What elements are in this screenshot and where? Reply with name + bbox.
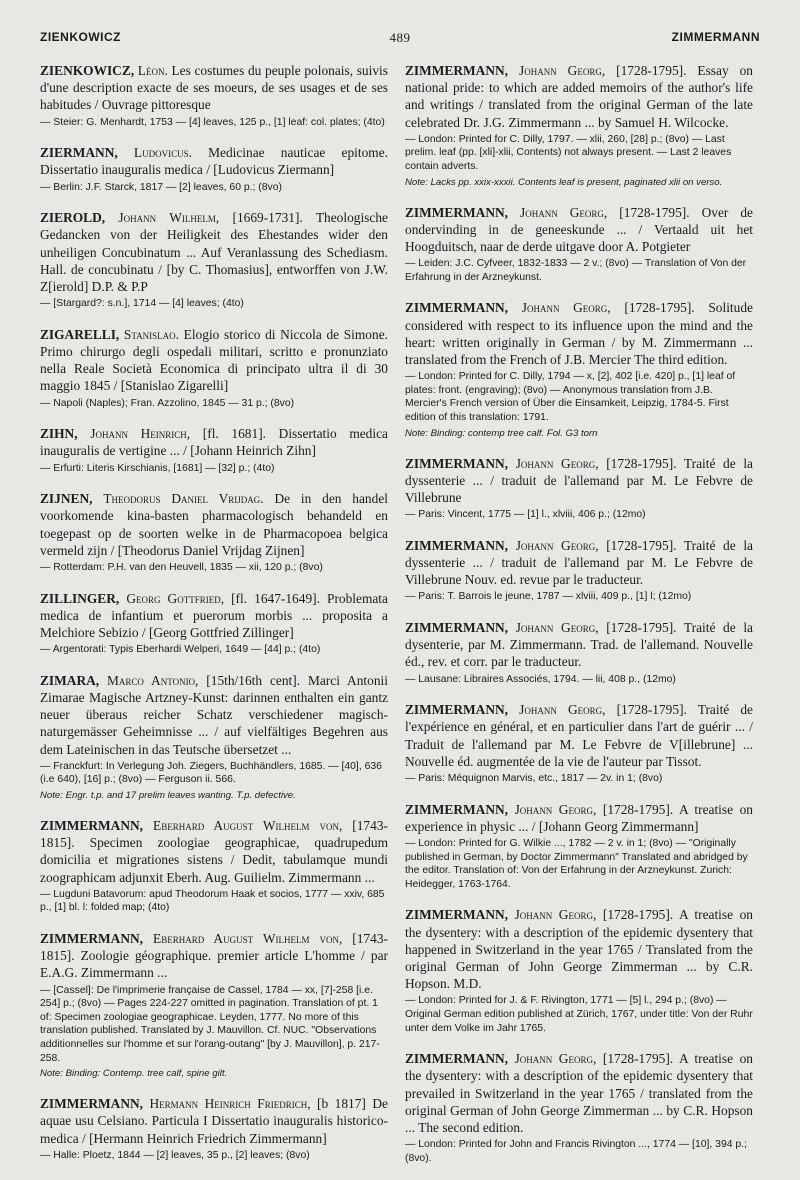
entry-surname: ZIMMERMANN,: [405, 702, 509, 718]
entry-title: [1728-1795]. Essay on national pride: to which are added memoirs of the author's life and writings / translated from the original German of the late celebrated Dr. J.G. Zimmermann ... by Samuel H. Wilcocke.: [405, 63, 753, 130]
entry-note: Note: Binding: contemp tree calf. Fol. G3 torn: [405, 427, 598, 439]
entry-surname: ZIMMERMANN,: [405, 204, 509, 220]
entry-title: Les costumes du peuple polonais, suivis d'une description exacte de ses moeurs, de ses usages et de ses habitudes / Ouvrage pittoresque: [40, 63, 388, 113]
entry-given-name: Johann Wilhelm,: [118, 210, 220, 226]
entry-surname: ZIMMERMANN,: [405, 1051, 509, 1067]
entry-surname: ZIMMERMANN,: [405, 455, 509, 471]
entry-imprint: — Halle: Ploetz, 1844 — [2] leaves, 35 p., [2] leaves; (8vo): [40, 1149, 310, 1161]
page-number: 489: [389, 30, 411, 45]
catalog-entry: [405, 537, 753, 604]
entry-surname: ZIERMANN,: [40, 145, 118, 161]
entry-imprint: — Lausane: Libraires Associés, 1794. — lii, 408 p., (12mo): [405, 673, 676, 685]
entry-title: [1728-1795]. A treatise on the dysentery: with a description of the epidemic dysentery that prevailed in Switzerland in the year 1765 / translated from the original German of John George Zimmerman ... by C.R. Hopson ... The second edition.: [405, 1051, 753, 1135]
entry-note: Note: Engr. t.p. and 17 prelim leaves wanting. T.p. defective.: [40, 790, 296, 802]
entry-heading: [405, 299, 753, 368]
catalog-entry: [40, 672, 388, 802]
catalog-entry: [405, 701, 753, 785]
entry-heading: [405, 537, 753, 589]
entry-imprint: — Paris: Vincent, 1775 — [1] l., xlviii, 406 p.; (12mo): [405, 509, 646, 521]
entry-imprint: — Paris: Méquignon Marvis, etc., 1817 — 2v. in 1; (8vo): [405, 773, 663, 784]
entry-given-name: Johann Georg,: [515, 455, 599, 471]
entry-given-name: Ludovicus.: [133, 145, 192, 161]
entry-heading: [405, 701, 753, 770]
entry-title: Elogio storico di Niccola de Simone. Primo chirurgo degli ospedali militari, scritto e pronunziato nella Reale Società Economica di principato ultra il di 30 maggio 1845 / [Stanislao Zigarelli]: [40, 326, 388, 394]
entry-surname: ZIMMERMANN,: [405, 619, 509, 635]
entry-surname: ZIMARA,: [40, 672, 100, 688]
entry-surname: ZIMMERMANN,: [40, 818, 144, 834]
entry-heading: [405, 906, 753, 992]
entry-title: [1728-1795]. Over de ondervinding in de geneeskunde ... / Vertaald uit het Hoogduitsch, naar de derde uitgave door A. Potgieter: [405, 204, 753, 254]
entry-surname: ZIHN,: [40, 426, 78, 442]
entry-imprint: — London: Printed for C. Dilly, 1794 — x, [2], 402 [i.e. 420] p., [1] leaf of plates: front. (engraving); (8vo) — Anonymous translation from J.B. Mercier's French version of Über die Einsamkeit, Leipzig, 1784-5. First edition of this translation: 1791.: [405, 371, 736, 423]
entry-given-name: Theodorus Daniel Vrijdag.: [103, 491, 264, 507]
entry-imprint: — [Cassel]: De l'imprimerie française de Cassel, 1784 — xx, [7]-258 [i.e. 254] p.; (8vo) — Pages 224-227 omitted in pagination. Translation of pt. 1 of: Specimen zoologiae geographicae. Leyden, 1777. No more of this translation published. Translated by J. Mauvillon. Cf. NUC. "Observations additionnelles sur l'homme et sur l'orang-outang" [by J. Mauvillon], p. 217-258.: [40, 984, 380, 1064]
catalog-entry: [405, 455, 753, 522]
entry-title: [1728-1795]. A treatise on experience in physic ... / [Johann Georg Zimmermann]: [405, 801, 753, 834]
entry-given-name: Johann Georg,: [520, 204, 608, 220]
entry-surname: ZILLINGER,: [40, 590, 120, 606]
entry-note: Note: Binding: Contemp. tree calf, spine gilt.: [40, 1068, 228, 1080]
entry-title: De in den handel voorkomende kina-basten pharmacologisch behandeld en toegepast op de soorten welke in de Pharmacopoea belgica vermeld zijn / [Theodorus Daniel Vrijdag Zijnen]: [40, 491, 388, 558]
catalog-entry: [40, 1095, 388, 1162]
entry-imprint: — Paris: T. Barrois le jeune, 1787 — xlviii, 409 p., [1] l; (12mo): [405, 591, 692, 603]
entry-title: [b 1817] De aquae usu Celsiano. Particula I Dissertatio inauguralis historico-medica / [Hermann Heinrich Friedrich Zimmermann]: [40, 1096, 388, 1146]
left-column: [40, 62, 388, 1177]
entry-heading: [405, 62, 753, 131]
entry-heading: [405, 801, 753, 835]
entry-surname: ZIENKOWICZ,: [40, 63, 135, 78]
catalog-entry: [405, 62, 753, 189]
catalog-entry: [40, 490, 388, 574]
entry-given-name: Georg Gottfried,: [126, 590, 225, 606]
entry-given-name: Johann Georg,: [519, 702, 606, 718]
entry-title: Medicinae nauticae epitome. Dissertatio inauguralis medica / [Ludovicus Ziermann]: [40, 145, 388, 178]
entry-given-name: Stanislao.: [123, 326, 179, 342]
entry-imprint: — Berlin: J.F. Starck, 1817 — [2] leaves, 60 p.; (8vo): [40, 181, 282, 193]
catalog-entry: [40, 930, 388, 1080]
entry-heading: [40, 590, 388, 642]
entry-given-name: Johann Georg,: [515, 537, 599, 553]
entry-heading: [40, 817, 388, 886]
entry-surname: ZIMMERMANN,: [40, 1096, 144, 1112]
entry-imprint: — London: Printed for J. & F. Rivington, 1771 — [5] l., 294 p.; (8vo) — Original German edition published at Zürich, 1767, under title: Von der Ruhr unter dem Volke im Jahr 1765.: [405, 995, 753, 1034]
entry-imprint: — Franckfurt: In Verlegung Joh. Ziegers, Buchhändlers, 1685. — [40], 636 (i.e 640), [16] p.; (8vo) — Ferguson ii. 566.: [40, 760, 382, 786]
entry-title: [fl. 1681]. Dissertatio medica inauguralis de vertigine ... / [Johann Heinrich Zihn]: [40, 426, 388, 459]
entry-title: [1743-1815]. Specimen zoologiae geographicae, quadrupedum domicilia et migrationes sistens / Dedit, tabulamque mundi zoographicam adjunxit Eberh. Aug. Guilielm. Zimmermann ...: [40, 818, 388, 885]
entry-title: [fl. 1647-1649]. Problemata medica de infantium et puerorum morbis ... proposita a Melchiore Sebizio / [Georg Gottfried Zillinger]: [40, 590, 388, 641]
entry-heading: [405, 455, 753, 507]
entry-given-name: Johann Georg,: [519, 63, 606, 78]
entry-given-name: Hermann Heinrich Friedrich,: [149, 1096, 311, 1112]
entry-surname: ZIMMERMANN,: [405, 300, 509, 316]
entry-heading: [40, 326, 388, 395]
entry-heading: [40, 62, 388, 114]
entry-given-name: Léon.: [137, 63, 168, 78]
entry-surname: ZIMMERMANN,: [405, 801, 509, 817]
entry-heading: [40, 672, 388, 758]
entry-surname: ZIMMERMANN,: [40, 931, 144, 947]
entry-title: [1669-1731]. Theologische Gedancken von der Heiligkeit des Ehestandes wider den unheiligen Concubinatum ... Auf Veranlassung des Schediasm. Hall. de concubinatu / [by C. Thomasius], entworffen von J.W. Z[ierold] D.P. & P.P: [40, 210, 388, 295]
entry-surname: ZIMMERMANN,: [405, 63, 509, 78]
entry-title: [1743-1815]. Zoologie géographique. premier article L'homme / par E.A.G. Zimmermann ...: [40, 931, 388, 981]
catalog-entry: [40, 144, 388, 194]
catalog-entry: [405, 906, 753, 1035]
entry-title: [1728-1795]. Traité de la dyssenterie ... / traduit de l'allemand par M. Le Febvre de Villebrune: [405, 455, 753, 505]
catalog-entry: [40, 425, 388, 475]
entry-given-name: Marco Antonio,: [107, 672, 199, 688]
entry-given-name: Johann Georg,: [514, 801, 597, 817]
entry-title: [1728-1795]. Traité de l'expérience en général, et en particulier dans l'art de guérir ... / Traduit de l'allemand par M. Le Febvre de V[illebrune] ... Nouvelle éd. augmentée de la vie de l'auteur par Tissot.: [405, 702, 753, 769]
entry-heading: [40, 209, 388, 295]
entry-title: [1728-1795]. Solitude considered with respect to its influence upon the mind and the heart: written originally in German / by M. Zimmermann ... translated from the French of J.B. Mercier The third edition.: [405, 300, 753, 367]
catalog-entry: [40, 590, 388, 657]
catalog-entry: [405, 801, 753, 892]
entry-imprint: — Argentorati: Typis Eberhardi Welperi, 1649 — [44] p.; (4to): [40, 644, 321, 656]
running-head-left: ZIENKOWICZ: [40, 30, 121, 44]
entry-given-name: Johann Georg,: [515, 619, 599, 635]
entry-surname: ZIMMERMANN,: [405, 907, 509, 923]
catalog-entry: [40, 326, 388, 410]
entry-title: [15th/16th cent]. Marci Antonii Zimarae Magische Artzney-Kunst: darinnen enthalten ein gantz neuer überaus reicher Schatz verschiedener magisch-naturgemässer Geheimnisse ... / auf vielfältiges Begehren aus dem Lateinischen in das Teutsche übersetzet ...: [40, 672, 388, 757]
catalog-entry: [405, 299, 753, 439]
catalog-entry: [405, 619, 753, 686]
entry-given-name: Johann Georg,: [521, 300, 611, 316]
running-head-right: ZIMMERMANN: [671, 30, 760, 44]
right-column: [405, 62, 753, 1180]
entry-surname: ZIMMERMANN,: [405, 537, 509, 553]
entry-surname: ZIJNEN,: [40, 491, 93, 507]
catalog-entry: [40, 817, 388, 915]
entry-imprint: — Leiden: J.C. Cyfveer, 1832-1833 — 2 v.; (8vo) — Translation of Von der Erfahrung in der Arzneykunst.: [405, 258, 747, 283]
catalog-entry: [405, 1050, 753, 1165]
entry-imprint: — Rotterdam: P.H. van den Heuvell, 1835 — xii, 120 p.; (8vo): [40, 562, 323, 574]
catalog-entry: [40, 209, 388, 311]
entry-title: [1728-1795]. Traité de la dyssenterie ... / traduit de l'allemand par M. Le Febvre de Villebrune Nouv. ed. revue par le traducteur.: [405, 537, 753, 588]
entry-imprint: — London: Printed for John and Francis Rivington ..., 1774 — [10], 394 p.; (8vo).: [405, 1139, 747, 1164]
catalog-entry: [405, 204, 753, 285]
entry-heading: [40, 425, 388, 459]
entry-imprint: — Napoli (Naples); Fran. Azzolino, 1845 — 31 p.; (8vo): [40, 397, 295, 409]
entry-heading: [405, 619, 753, 671]
entry-imprint: — [Stargard?: s.n.], 1714 — [4] leaves; (4to): [40, 298, 244, 310]
entry-heading: [40, 144, 388, 178]
entry-note: Note: Lacks pp. xxix-xxxii. Contents leaf is present, paginated xlii on verso.: [405, 176, 723, 188]
entry-imprint: — Lugduni Batavorum: apud Theodorum Haak et socios, 1777 — xxiv, 685 p., [1] bl. l: folded map; (4to): [40, 888, 385, 914]
entry-imprint: — Erfurti: Literis Kirschianis, [1681] — [32] p.; (4to): [40, 462, 275, 474]
entry-imprint: — London: Printed for C. Dilly, 1797. — xlii, 260, [28] p.; (8vo) — Last prelim. leaf (pp. [xli]-xlii, Contents) not always present. — Last 2 leaves contain adverts.: [405, 133, 732, 172]
entry-given-name: Johann Georg,: [514, 907, 597, 923]
running-head: [40, 30, 760, 50]
entry-title: [1728-1795]. A treatise on the dysentery: with a description of the epidemic dysentery that happened in Switzerland in the year 1765 / Translated from the original German of John George Zimmerman ... by C.R. Hopson. M.D.: [405, 907, 753, 992]
entry-imprint: — London: Printed for G. Wilkie ..., 1782 — 2 v. in 1; (8vo) — "Originally published in German, by Doctor Zimmermann" Translated and abridged by the editor. Translation of: Von der Erfahrung in der Arzneykunst. Zurich: Heidegger, 1763-1764.: [405, 838, 748, 890]
entry-given-name: Eberhard August Wilhelm von,: [153, 931, 343, 947]
entry-given-name: Eberhard August Wilhelm von,: [153, 818, 343, 834]
entry-heading: [405, 1050, 753, 1136]
entry-heading: [40, 490, 388, 559]
entry-surname: ZIEROLD,: [40, 210, 106, 226]
entry-imprint: — Steier: G. Menhardt, 1753 — [4] leaves, 125 p., [1] leaf: col. plates; (4to): [40, 116, 385, 128]
catalog-entry: [40, 62, 388, 129]
entry-heading: [40, 1095, 388, 1147]
entry-given-name: Johann Heinrich,: [90, 426, 191, 442]
entry-given-name: Johann Georg,: [514, 1051, 597, 1067]
entry-heading: [40, 930, 388, 982]
entry-title: [1728-1795]. Traité de la dysenterie, par M. Zimmermann. Trad. de l'allemand. Nouvelle éd., rev. et corr. par le traducteur.: [405, 619, 753, 670]
entry-heading: [405, 204, 753, 256]
entry-surname: ZIGARELLI,: [40, 326, 120, 342]
